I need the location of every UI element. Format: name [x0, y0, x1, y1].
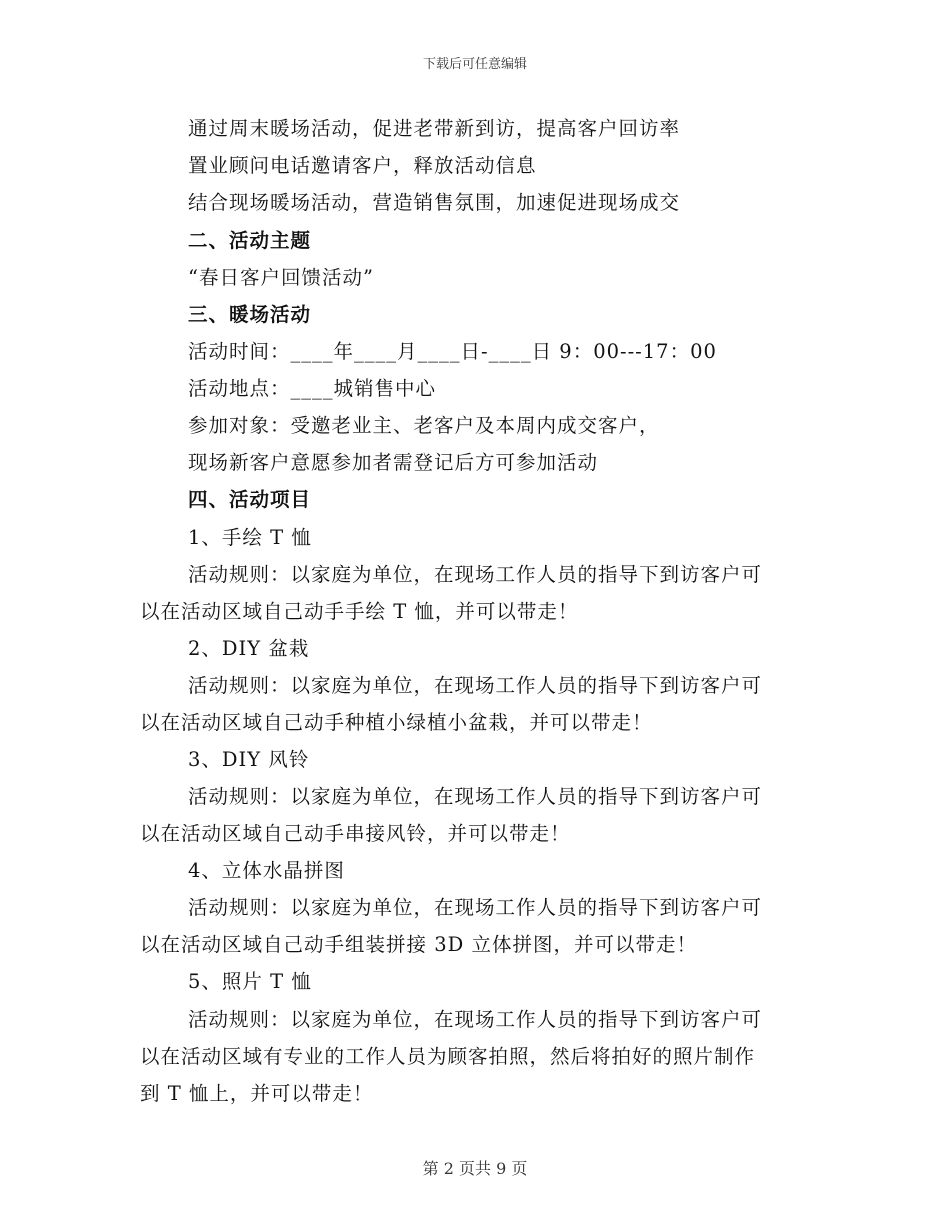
section-heading: 二、活动主题	[188, 229, 312, 252]
paragraph-line: 活动规则：以家庭为单位，在现场工作人员的指导下到访客户可	[188, 563, 763, 586]
paragraph-line: 活动时间：____年____月____日-____日 9：00---17：00	[188, 340, 717, 363]
paragraph-line: 以在活动区域自己动手手绘 T 恤，并可以带走！	[140, 600, 579, 623]
paragraph-line: 到 T 恤上，并可以带走！	[140, 1082, 374, 1105]
item-heading: 1、手绘 T 恤	[188, 526, 312, 549]
item-heading: 4、立体水晶拼图	[188, 859, 345, 882]
page-header: 下载后可任意编辑	[422, 57, 527, 72]
section-heading: 四、活动项目	[188, 488, 312, 511]
item-heading: 5、照片 T 恤	[188, 970, 312, 993]
paragraph-line: “春日客户回馈活动”	[188, 266, 374, 289]
page-footer: 第 2 页共 9 页	[422, 1159, 528, 1178]
section-heading: 三、暖场活动	[188, 303, 312, 326]
paragraph-line: 以在活动区域自己动手组装拼接 3D 立体拼图，并可以带走！	[140, 933, 697, 956]
paragraph-line: 以在活动区域自己动手种植小绿植小盆栽，并可以带走！	[140, 711, 653, 734]
paragraph-line: 结合现场暖场活动，营造销售氛围，加速促进现场成交	[188, 191, 681, 214]
paragraph-line: 活动规则：以家庭为单位，在现场工作人员的指导下到访客户可	[188, 896, 763, 919]
item-heading: 2、DIY 盆栽	[188, 637, 310, 660]
paragraph-line: 通过周末暖场活动，促进老带新到访，提高客户回访率	[188, 117, 681, 140]
paragraph-line: 活动地点：____城销售中心	[188, 377, 437, 400]
paragraph-line: 活动规则：以家庭为单位，在现场工作人员的指导下到访客户可	[188, 674, 763, 697]
paragraph-line: 活动规则：以家庭为单位，在现场工作人员的指导下到访客户可	[188, 1008, 763, 1031]
paragraph-line: 参加对象：受邀老业主、老客户及本周内成交客户，	[188, 414, 660, 437]
paragraph-line: 置业顾问电话邀请客户，释放活动信息	[188, 154, 537, 177]
paragraph-line: 现场新客户意愿参加者需登记后方可参加活动	[188, 451, 599, 474]
paragraph-line: 活动规则：以家庭为单位，在现场工作人员的指导下到访客户可	[188, 785, 763, 808]
paragraph-line: 以在活动区域自己动手串接风铃，并可以带走！	[140, 822, 571, 845]
paragraph-line: 以在活动区域有专业的工作人员为顾客拍照，然后将拍好的照片制作	[140, 1045, 756, 1068]
item-heading: 3、DIY 风铃	[188, 748, 310, 771]
